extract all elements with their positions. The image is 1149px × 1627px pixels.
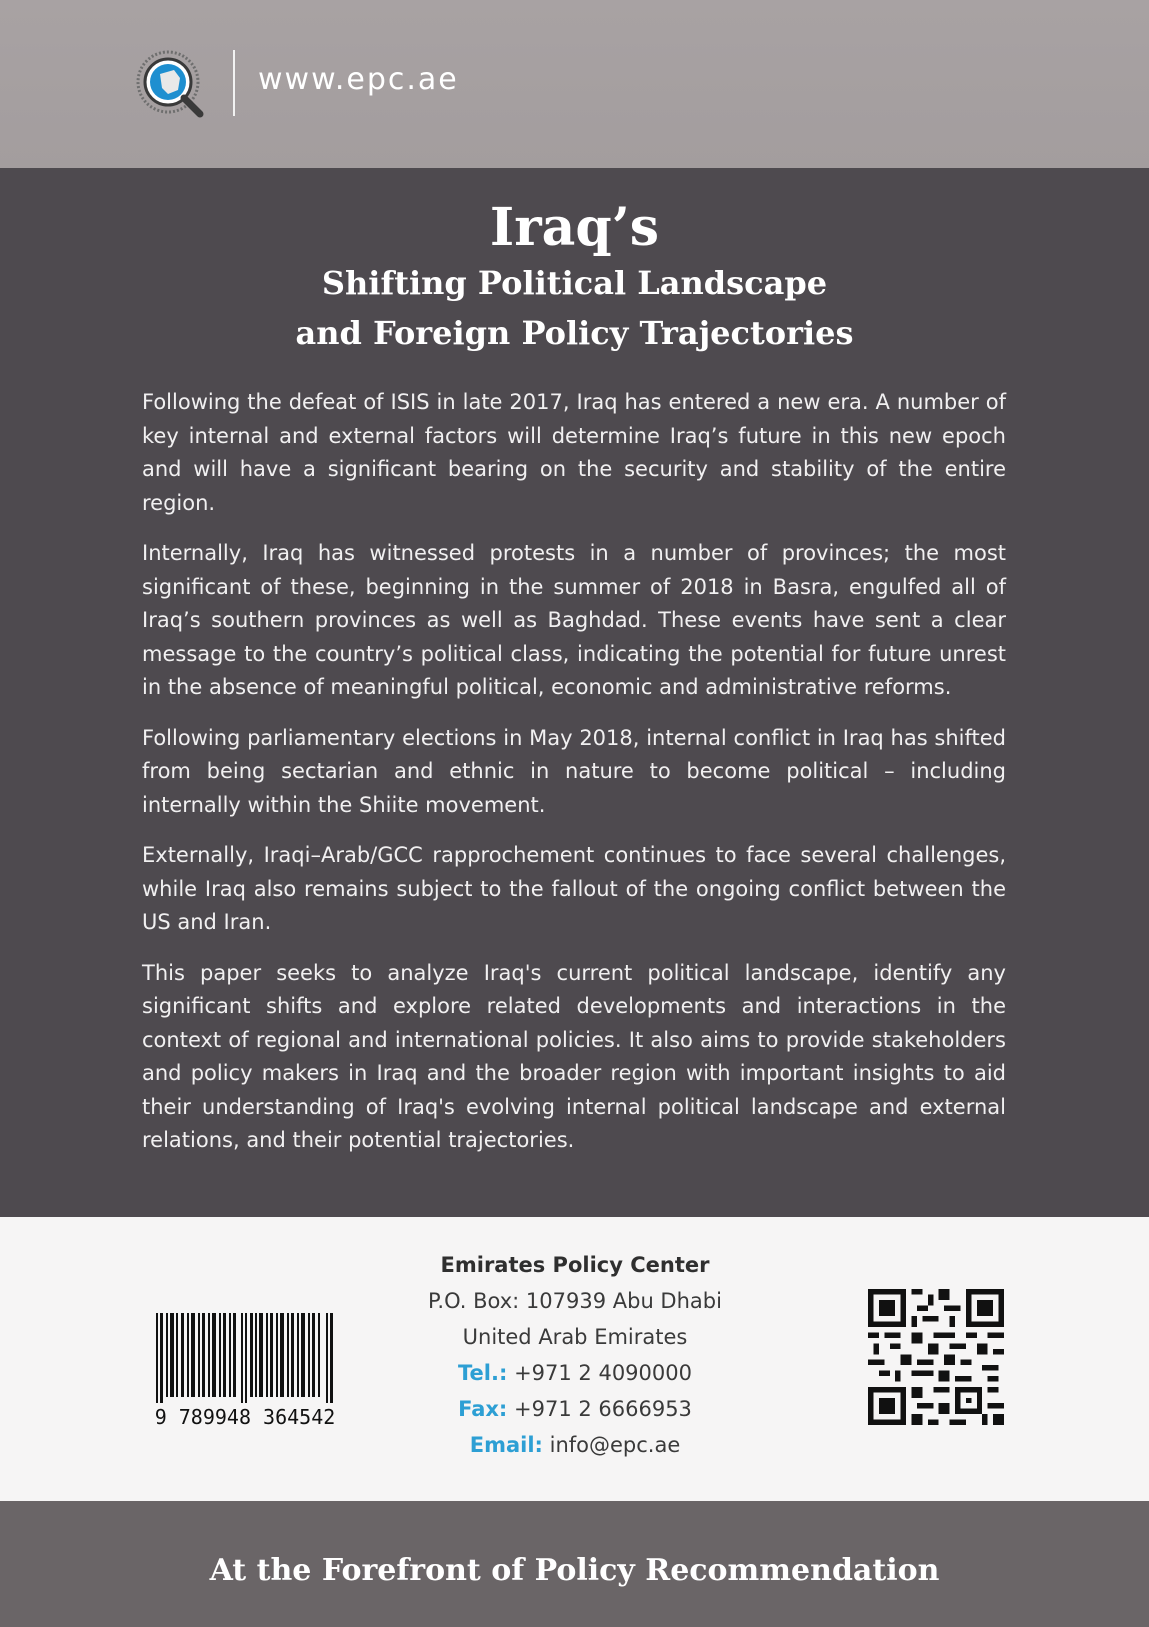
website-url[interactable]: www.epc.ae bbox=[258, 62, 459, 97]
epc-globe-magnifier-icon bbox=[134, 48, 210, 124]
bottom-band bbox=[0, 1501, 1149, 1627]
tel-label: Tel.: bbox=[458, 1361, 508, 1385]
synopsis-paragraph: Following the defeat of ISIS in late 2017, Iraq has entered a new era. A number of key internal and external factors will determine Iraq’s future in this new epoch and will have a significant bearing on the security and stability of the entire region. bbox=[142, 390, 1006, 515]
title-main: Iraq’s bbox=[489, 197, 660, 258]
description-panel bbox=[0, 168, 1149, 1217]
fax-number: +971 2 6666953 bbox=[514, 1397, 692, 1421]
synopsis-paragraph: Externally, Iraqi–Arab/GCC rapprochement continues to face several challenges, while Iraq also remains subject to the fallout of the ongoing conflict between the US and Iran. bbox=[142, 843, 1006, 934]
fax-line bbox=[380, 1391, 770, 1427]
email-label: Email: bbox=[469, 1433, 543, 1457]
country: United Arab Emirates bbox=[462, 1325, 688, 1349]
synopsis-paragraph: This paper seeks to analyze Iraq's current political landscape, identify any significant shifts and explore related developments and interactions in the context of regional and international policies. It also aims to provide stakeholders and policy makers in Iraq and the broader region with important insights to aid their understanding of Iraq's evolving internal political landscape and external relations, and their potential trajectories. bbox=[142, 960, 1006, 1152]
isbn-number: 9 789948 364542 bbox=[154, 1405, 336, 1429]
telephone-line bbox=[380, 1355, 770, 1391]
barcode-icon bbox=[146, 1313, 344, 1403]
email-line bbox=[380, 1427, 770, 1463]
org-name: Emirates Policy Center bbox=[440, 1253, 710, 1277]
top-band bbox=[0, 0, 1149, 168]
synopsis-paragraph: Internally, Iraq has witnessed protests in a number of provinces; the most significant of these, beginning in the summer of 2018 in Basra, engulfed all of Iraq’s southern provinces as well as Baghdad. These events have sent a clear message to the country’s political class, indicating the potential for future unrest in the absence of meaningful political, economic and administrative reforms. bbox=[142, 541, 1006, 699]
synopsis bbox=[142, 386, 1006, 1175]
po-box: P.O. Box: 107939 Abu Dhabi bbox=[428, 1289, 722, 1313]
synopsis-paragraph: Following parliamentary elections in May 2018, internal conflict in Iraq has shifted from being sectarian and ethnic in nature to become political – including internally within the Shiite movement. bbox=[142, 725, 1006, 817]
contact-area bbox=[0, 1217, 1149, 1501]
tel-number[interactable]: +971 2 4090000 bbox=[514, 1361, 692, 1385]
qr-code-icon[interactable] bbox=[868, 1289, 1004, 1425]
fax-label: Fax: bbox=[458, 1397, 508, 1421]
book-title bbox=[0, 198, 1149, 358]
title-line-1: Shifting Political Landscape bbox=[321, 264, 828, 302]
header-divider bbox=[233, 50, 235, 116]
contact-address bbox=[380, 1247, 770, 1463]
title-line-2: and Foreign Policy Trajectories bbox=[295, 314, 854, 352]
email-address[interactable]: info@epc.ae bbox=[549, 1433, 681, 1457]
isbn-barcode bbox=[146, 1313, 344, 1431]
tagline: At the Forefront of Policy Recommendation bbox=[209, 1553, 940, 1588]
